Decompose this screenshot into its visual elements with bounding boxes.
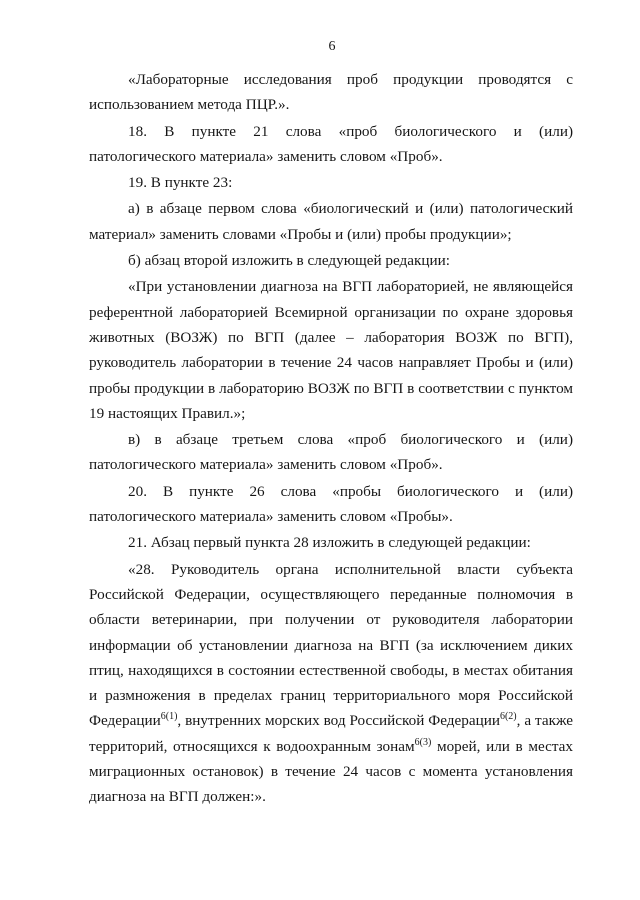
paragraph-lab-methods: «Лабораторные исследования проб продукции проводятся с использованием метода ПЦР.». [89, 71, 573, 114]
text-segment: , а также территорий, относящихся к водоохранным зонам [89, 712, 573, 755]
page-number: 6 [328, 39, 336, 54]
text-segment: «28. Руководитель органа исполнительной власти субъекта Российской Федерации, осуществляющего переданные полномочия в области ветеринарии, при получении от руководителя лаборатории информации об установлении диагноза на ВГП (за исключением диких птиц, находящихся в состоянии естественной свободы, в местах обитания и размножения в пределах границ территориального моря Российской Федерации [89, 560, 573, 730]
paragraph-item-28-text [89, 557, 573, 810]
paragraph-item-18: 18. В пункте 21 слова «проб биологического и (или) патологического материала» заменить словом «Проб». [89, 122, 573, 165]
text-segment: морей, или в местах миграционных остановок) в течение 24 часов с момента установления диагноза на ВГП должен:». [89, 737, 573, 806]
text-segment: , внутренних морских вод Российской Федерации [177, 712, 500, 730]
footnote-ref: 6(2) [499, 711, 517, 723]
document-body [89, 67, 573, 810]
paragraph-item-20: 20. В пункте 26 слова «пробы биологического и (или) патологического материала» заменить словом «Пробы». [89, 482, 573, 526]
footnote-ref: 6(1) [160, 711, 178, 723]
paragraph-item-21: 21. Абзац первый пункта 28 изложить в следующей редакции: [128, 534, 531, 552]
paragraph-quoted-redaction: «При установлении диагноза на ВГП лабораторией, не являющейся референтной лабораторией Всемирной организации по охране здоровья животных (ВОЗЖ) по ВГП (далее – лаборатория ВОЗЖ по ВГП), руководитель лаборатории в течение 24 часов направляет Пробы и (или) пробы продукции в лабораторию ВОЗЖ по ВГП в соответствии с пунктом 19 настоящих Правил.»; [89, 278, 573, 422]
paragraph-item-19: 19. В пункте 23: [128, 174, 233, 192]
paragraph-item-19c: в) в абзаце третьем слова «проб биологического и (или) патологического материала» заменить словом «Проб». [89, 431, 573, 474]
paragraph-item-19a: а) в абзаце первом слова «биологический и (или) патологический материал» заменить словами «Пробы и (или) пробы продукции»; [89, 200, 573, 243]
paragraph-item-19b: б) абзац второй изложить в следующей редакции: [128, 252, 450, 270]
footnote-ref: 6(3) [414, 736, 432, 748]
